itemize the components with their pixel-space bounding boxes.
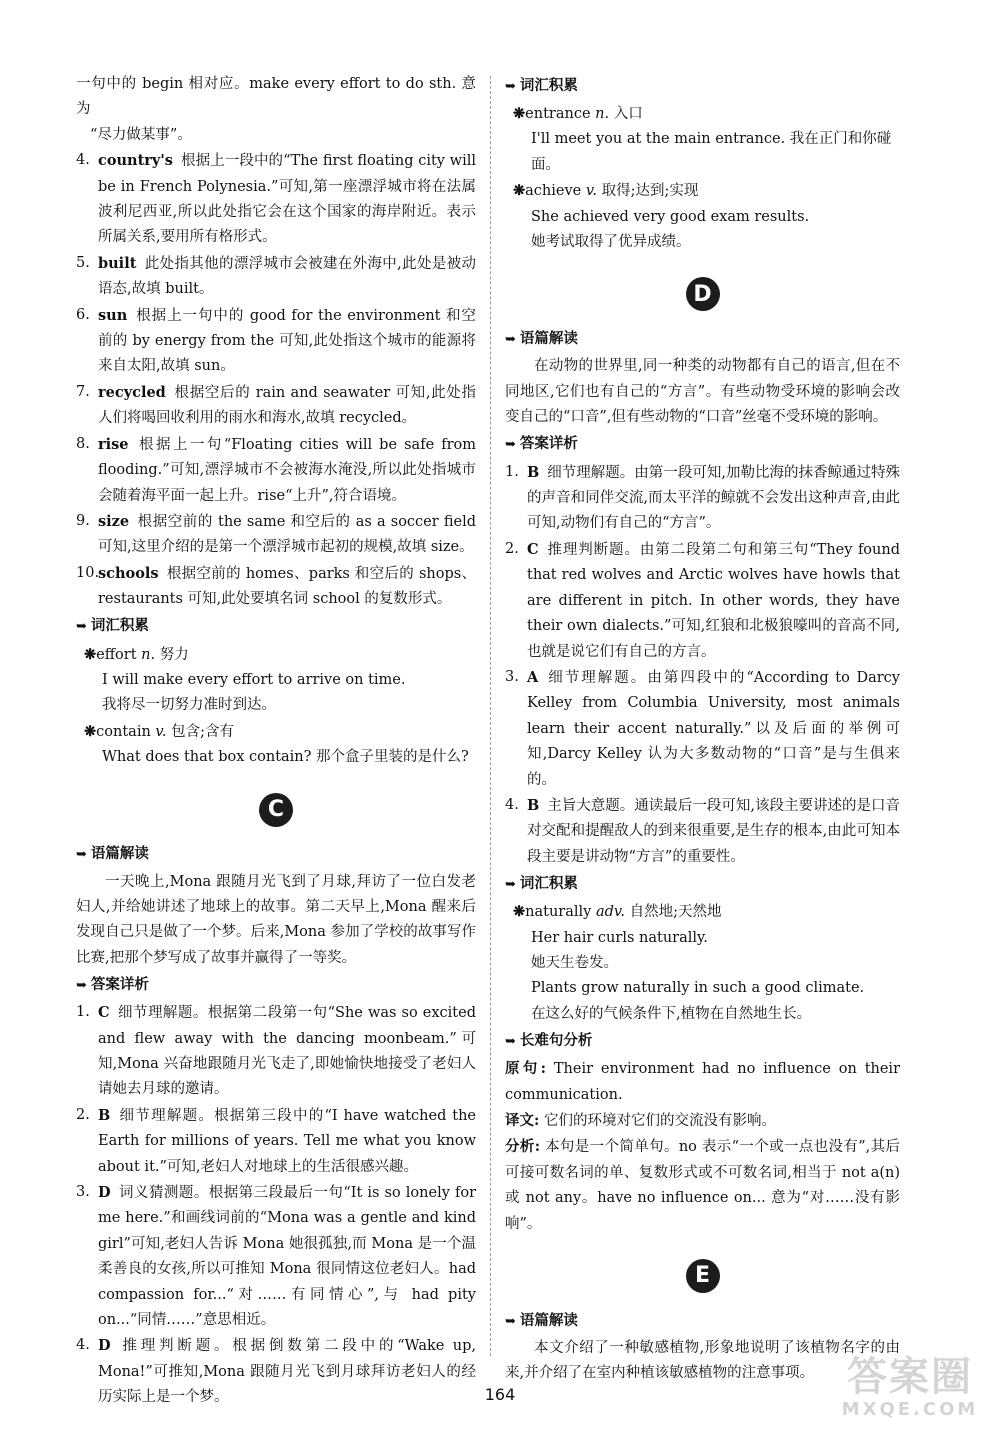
- analysis-translation: 译文: 它们的环境对它们的交流没有影响。: [505, 1112, 776, 1129]
- vocab-example: 她天生卷发。: [531, 954, 618, 971]
- vocab-example: 她考试取得了优异成绩。: [531, 234, 691, 251]
- arrow-icon: ➥: [505, 876, 516, 892]
- answer-item: [505, 460, 900, 537]
- arrow-icon: ➥: [505, 1033, 516, 1049]
- item-explanation: 根据上一段中的“The first floating city will be in French Polynesia.”可知,第一座漂浮城市将在法属波利尼西亚,所以此处指它会在这个国家的海岸附近。表示所属关系,要用所有格形式。: [98, 153, 476, 246]
- vocab-meaning: 取得;达到;实现: [601, 183, 699, 200]
- item-answer: recycled: [98, 383, 166, 401]
- asterisk-icon: ❋: [84, 722, 97, 740]
- answer-item: [76, 303, 476, 380]
- item-explanation: 细节理解题。由第四段中的“According to Darcy Kelley from Columbia University, most animals learn their accent naturally.”以及后面的举例可知,Darcy Kelley 认为大多数动物的“口音”是与生俱来的。: [527, 669, 900, 788]
- vocab-pos: v.: [155, 723, 167, 740]
- vocab-entry: [76, 719, 476, 745]
- answer-item: [76, 148, 476, 251]
- vocab-header-b: ➥ 词汇积累: [76, 615, 476, 640]
- item-body: [98, 432, 476, 509]
- item-answer: B: [98, 1106, 111, 1124]
- item-body: [527, 793, 900, 870]
- reading-summary-c: 一天晚上,Mona 跟随月光飞到了月球,拜访了一位白发老妇人,并给她讲述了地球上的故事。第二天早上,Mona 醒来后发现自己只是做了一个梦。后来,Mona 参加了学校的故事写作比赛,把那个梦写成了故事并赢得了一等奖。: [76, 873, 476, 966]
- item-number: 3.: [76, 1184, 90, 1201]
- item-number: 6.: [76, 306, 90, 323]
- analysis-explanation: 分析: 本句是一个简单句。no 表示“一个或一点也没有”,其后可接可数名词的单、复数形式或不可数名词,相当于 not a(n)或 not any。have no influence on... 意为“对……没有影响”。: [505, 1138, 900, 1232]
- item-explanation: 根据空后的 rain and seawater 可知,此处指人们将喝回收利用的雨水和海水,故填 recycled。: [98, 384, 476, 427]
- item-number: 1.: [76, 1004, 90, 1021]
- section-d-badge: D: [686, 277, 720, 311]
- item-explanation: 细节理解题。根据第三段中的“I have watched the Earth for millions of years. Tell me what you know about it.”可知,老妇人对地球上的生活很感兴趣。: [98, 1107, 476, 1175]
- vocab-example: 我将尽一切努力准时到达。: [102, 697, 276, 714]
- item-answer: A: [527, 668, 539, 686]
- vocab-example: 在这么好的气候条件下,植物在自然地生长。: [531, 1005, 812, 1022]
- item-explanation: 推理判断题。根据倒数第二段中的“Wake up, Mona!”可推知,Mona 跟随月光飞到月球拜访老妇人的经历实际上是一个梦。: [98, 1338, 476, 1406]
- analysis-original: 原句: Their environment had no influence on their communication.: [505, 1060, 901, 1103]
- item-body: [98, 1000, 476, 1103]
- vocab-entry: [76, 642, 476, 668]
- item-number: 4.: [505, 796, 519, 813]
- section-c-badge: C: [259, 793, 293, 827]
- item-answer: B: [527, 463, 540, 481]
- asterisk-icon: ❋: [513, 903, 526, 921]
- vocab-word: contain: [96, 723, 151, 740]
- arrow-icon: ➥: [505, 332, 516, 348]
- answer-item: [505, 793, 900, 870]
- vocab-meaning: 努力: [159, 646, 189, 663]
- item-body: [98, 1180, 476, 1333]
- vocab-word: effort: [96, 646, 137, 663]
- section-e-badge: E: [686, 1259, 720, 1293]
- item-explanation: 主旨大意题。通读最后一段可知,该段主要讲述的是口音对交配和提醒敌人的到来很重要,是生存的根本,由此可知本段主要是讲动物“方言”的重要性。: [527, 797, 900, 865]
- item-body: [98, 380, 476, 432]
- vocab-word: achieve: [525, 183, 582, 200]
- item-body: [98, 1103, 476, 1180]
- answer-item: [76, 561, 476, 613]
- item-explanation: 根据空前的 homes、parks 和空后的 shops、restaurants 可知,此处要填名词 school 的复数形式。: [98, 565, 476, 608]
- item-number: 3.: [505, 668, 519, 685]
- vocab-example: She achieved very good exam results.: [531, 208, 810, 225]
- item-explanation: 根据上一句中的 good for the environment 和空前的 by energy from the 可知,此处指这个城市的能源将来自太阳,故填 sun。: [98, 307, 476, 375]
- vocab-word: naturally: [525, 904, 592, 921]
- item-answer: rise: [98, 435, 129, 453]
- vocab-entry: [505, 899, 900, 925]
- answer-item: [76, 1180, 476, 1333]
- vocab-pos: v.: [585, 183, 597, 200]
- vocab-entry: [505, 101, 900, 127]
- arrow-icon: ➥: [76, 977, 87, 993]
- vocab-pos: adv.: [595, 904, 625, 921]
- right-column: [505, 72, 900, 1387]
- reading-header-d: ➥ 语篇解读: [505, 327, 900, 352]
- asterisk-icon: ❋: [84, 645, 97, 663]
- item-number: 1.: [505, 463, 519, 480]
- section-d-marker: [505, 277, 900, 311]
- item-explanation: 细节理解题。根据第二段第一句“She was so excited and flew away with the dancing moonbeam.”可知,Mona 兴奋地跟随月光飞走了,即她愉快地接受了老妇人请她去月球的邀请。: [98, 1005, 476, 1098]
- item-explanation: 词义猜测题。根据第三段最后一句“It is so lonely for me here.”和画线词前的“Mona was a gentle and kind girl”可知,老妇人告诉 Mona 她很孤独,而 Mona 是一个温柔善良的女孩,所以可推知 Mona 很同情这位老妇人。had compassion for...“对……有同情心”,与 had pity on...“同情……”意思相近。: [98, 1185, 476, 1329]
- vocab-meaning: 自然地;天然地: [629, 904, 722, 921]
- item-number: 7.: [76, 383, 90, 400]
- arrow-icon: ➥: [76, 847, 87, 863]
- item-number: 9.: [76, 512, 90, 529]
- reading-header-c: ➥ 语篇解读: [76, 843, 476, 868]
- vocab-meaning: 入口: [613, 106, 643, 122]
- item-answer: country's: [98, 152, 173, 170]
- reading-summary-e: 本文介绍了一种敏感植物,形象地说明了该植物名字的由来,并介绍了在室内种植该敏感植物的注意事项。: [505, 1340, 900, 1382]
- vocab-entry: [505, 178, 900, 204]
- item-body: [98, 303, 476, 380]
- item-answer: schools: [98, 564, 159, 582]
- vocab-example: What does that box contain? 那个盒子里装的是什么?: [102, 749, 469, 766]
- item-number: 10.: [76, 564, 100, 581]
- answer-header-d: ➥ 答案详析: [505, 433, 900, 458]
- item-body: [98, 148, 476, 251]
- arrow-icon: ➥: [76, 619, 87, 635]
- item-answer: sun: [98, 306, 128, 324]
- section-e-marker: [505, 1259, 900, 1293]
- arrow-icon: ➥: [505, 1313, 516, 1329]
- section-c-marker: [76, 793, 476, 827]
- answer-header-c: ➥ 答案详析: [76, 973, 476, 998]
- item-answer: D: [98, 1337, 111, 1355]
- intro-line-2: “尽力做某事”。: [90, 126, 192, 143]
- answer-item: [76, 432, 476, 509]
- item-answer: D: [98, 1184, 111, 1202]
- vocab-example: Her hair curls naturally.: [531, 929, 708, 946]
- reading-summary-d: 在动物的世界里,同一种类的动物都有自己的语言,但在不同地区,它们也有自己的“方言”。有些动物受环境的影响会改变自己的“口音”,但有些动物的“口音”丝毫不受环境的影响。: [505, 358, 900, 426]
- page-number: 164: [484, 1385, 516, 1404]
- item-answer: size: [98, 512, 130, 530]
- vocab-pos: n.: [141, 646, 156, 663]
- asterisk-icon: ❋: [513, 182, 526, 200]
- item-number: 2.: [505, 540, 519, 557]
- reading-header-e: ➥ 语篇解读: [505, 1309, 900, 1334]
- asterisk-icon: ❋: [513, 105, 526, 122]
- answer-item: [76, 1103, 476, 1180]
- arrow-icon: ➥: [505, 437, 516, 453]
- answer-item: [76, 251, 476, 303]
- item-body: [98, 561, 476, 613]
- item-answer: C: [527, 540, 539, 558]
- answer-list-d: [505, 460, 900, 871]
- watermark-logo: 答案圈 MXQE.COM: [841, 1354, 979, 1420]
- intro-line-1: 一句中的 begin 相对应。make every effort to do sth. 意为: [76, 76, 476, 118]
- item-explanation: 根据上一句“Floating cities will be safe from flooding.”可知,漂浮城市不会被海水淹没,所以此处指城市会随着海平面一起上升。rise“上升”,符合语境。: [98, 436, 476, 504]
- answer-item: [76, 1000, 476, 1103]
- item-explanation: 此处指其他的漂浮城市会被建在外海中,此处是被动语态,故填 built。: [98, 255, 476, 298]
- answer-item: [76, 509, 476, 561]
- vocab-header-d: ➥ 词汇积累: [505, 872, 900, 897]
- left-column: [76, 72, 476, 1411]
- vocab-pos: n.: [595, 106, 610, 122]
- answer-list-b: [76, 148, 476, 612]
- item-number: 8.: [76, 435, 90, 452]
- vocab-example: I will make every effort to arrive on time.: [102, 671, 406, 688]
- analysis-header: ➥ 长难句分析: [505, 1029, 900, 1054]
- vocab-example: I'll meet you at the main entrance. 我在正门和你碰面。: [531, 131, 892, 173]
- item-number: 5.: [76, 254, 90, 271]
- item-number: 4.: [76, 1337, 90, 1354]
- item-body: [98, 251, 476, 303]
- item-body: [527, 665, 900, 793]
- item-body: [527, 537, 900, 665]
- item-answer: B: [527, 796, 540, 814]
- item-answer: C: [98, 1004, 110, 1022]
- vocab-list-d: [505, 899, 900, 1027]
- arrow-icon: ➥: [505, 78, 516, 94]
- item-body: [527, 460, 900, 537]
- answer-item: [505, 665, 900, 793]
- answer-list-c: [76, 1000, 476, 1411]
- vocab-word: entrance: [525, 106, 591, 122]
- item-number: 4.: [76, 152, 90, 169]
- vocab-list-b: [76, 642, 476, 771]
- item-explanation: 推理判断题。由第二段第二句和第三句“They found that red wolves and Arctic wolves have howls that are different in pitch. In other words, they have their own dialects.”可知,红狼和北极狼嚎叫的音高不同,也就是说它们有自己的方言。: [527, 541, 900, 660]
- vocab-example: Plants grow naturally in such a good climate.: [531, 980, 865, 997]
- item-body: [98, 509, 476, 561]
- answer-item: [76, 380, 476, 432]
- item-answer: built: [98, 254, 137, 272]
- item-explanation: 细节理解题。由第一段可知,加勒比海的抹香鲸通过特殊的声音和同伴交流,而太平洋的鲸就不会发出这种声音,由此可知,动物们有自己的“方言”。: [527, 464, 900, 532]
- item-explanation: 根据空前的 the same 和空后的 as a soccer field 可知,这里介绍的是第一个漂浮城市起初的规模,故填 size。: [98, 513, 476, 556]
- vocab-meaning: 包含;含有: [171, 723, 234, 740]
- column-divider: [490, 76, 491, 1356]
- answer-item: [505, 537, 900, 665]
- item-number: 2.: [76, 1106, 90, 1123]
- vocab-list-c: [505, 101, 900, 255]
- vocab-header-c: ➥ 词汇积累: [505, 74, 900, 99]
